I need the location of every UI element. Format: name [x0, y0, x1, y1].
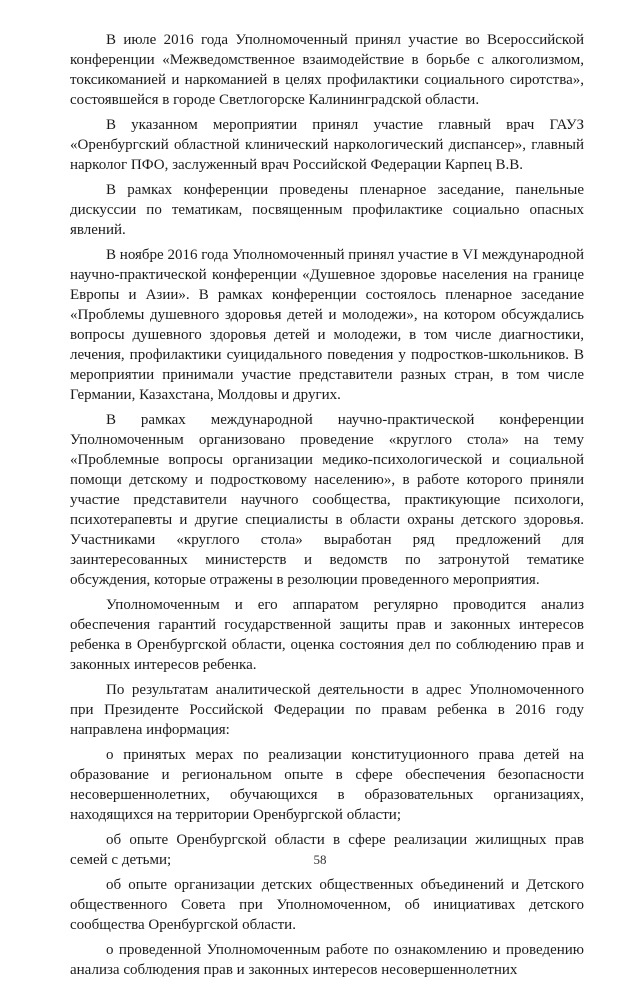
list-item-analysis-work: о проведенной Уполномоченным работе по ознакомлению и проведению анализа соблюдения прав и законных интересов несовершеннолетних [70, 942, 584, 978]
paragraph-analysis: Уполномоченным и его аппаратом регулярно проводится анализ обеспечения гарантий государственной защиты прав и законных интересов ребенка в Оренбургской области, оценка состояния дел по соблюдению прав и законных интересов ребенка. [70, 597, 584, 673]
paragraph-participant-karpets: В указанном мероприятии принял участие главный врач ГАУЗ «Оренбургский областной клинический наркологический диспансер», главный нарколог ПФО, заслуженный врач Российской Федерации Карпец В.В. [70, 117, 584, 173]
paragraph-information-sent: По результатам аналитической деятельности в адрес Уполномоченного при Президенте Российской Федерации по правам ребенка в 2016 году направлена информация: [70, 682, 584, 738]
page-number: 58 [313, 852, 327, 867]
list-item-education-rights: о принятых мерах по реализации конституционного права детей на образование и региональном опыте в сфере обеспечения безопасности несовершеннолетних, обучающихся в образовательных организациях, находящихся на территории Оренбургской области; [70, 747, 584, 823]
list-item-housing-rights: об опыте Оренбургской области в сфере реализации жилищных прав семей с детьми; [70, 832, 584, 868]
paragraph-conference-november: В ноябре 2016 года Уполномоченный принял участие в VI международной научно-практической конференции «Душевное здоровье населения на границе Европы и Азии». В рамках конференции состоялось пленарное заседание «Проблемы душевного здоровья детей и молодежи», на котором обсуждались вопросы душевного здоровья детей и молодежи, в том числе диагностики, лечения, профилактики суицидального поведения у подростков-школьников. В мероприятии принимали участие представители разных стран, в том числе Германии, Казахстана, Молдовы и других. [70, 247, 584, 403]
paragraph-round-table: В рамках международной научно-практической конференции Уполномоченным организовано проведение «круглого стола» на тему «Проблемные вопросы организации медико-психологической и социальной помощи детскому и подростковому населению», в работе которого приняли участие представители научного сообщества, практикующие психологи, психотерапевты и другие специалисты в области охраны детского здоровья. Участниками «круглого стола» выработан ряд предложений для заинтересованных министерств и ведомств по затронутой тематике обсуждения, которые отражены в резолюции проведенного мероприятия. [70, 412, 584, 588]
paragraph-plenary-session: В рамках конференции проведены пленарное заседание, панельные дискуссии по тематикам, посвященным профилактике социально опасных явлений. [70, 182, 584, 238]
document-page [70, 30, 584, 985]
list-item-public-associations: об опыте организации детских общественных объединений и Детского общественного Совета при Уполномоченном, об инициативах детского сообщества Оренбургской области. [70, 877, 584, 933]
paragraph-conference-july: В июле 2016 года Уполномоченный принял участие во Всероссийской конференции «Межведомственное взаимодействие в борьбе с алкоголизмом, токсикоманией и наркоманией в целях профилактики социального сиротства», состоявшейся в городе Светлогорске Калининградской области. [70, 32, 584, 108]
